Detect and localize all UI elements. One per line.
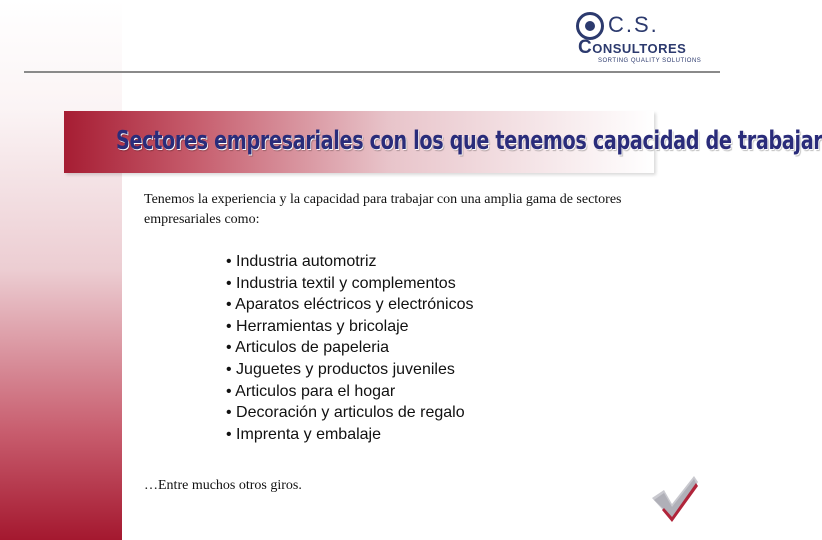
list-item: • Decoración y articulos de regalo (226, 402, 474, 424)
list-item: • Industria automotriz (226, 251, 474, 273)
header-divider (24, 71, 720, 73)
sector-list (226, 251, 474, 445)
logo-line2: Consultores (578, 37, 687, 58)
list-item: • Aparatos eléctricos y electrónicos (226, 294, 474, 316)
title-banner (64, 111, 822, 173)
company-logo (574, 8, 714, 64)
list-item: • Articulos para el hogar (226, 381, 474, 403)
intro-paragraph: Tenemos la experiencia y la capacidad para trabajar con una amplia gama de sectores empresariales como: (144, 192, 622, 227)
list-item: • Herramientas y bricolaje (226, 316, 474, 338)
list-item: • Articulos de papeleria (226, 337, 474, 359)
list-item: • Imprenta y embalaje (226, 424, 474, 446)
logo-line1: C.S. (608, 12, 659, 37)
list-item: • Juguetes y productos juveniles (226, 359, 474, 381)
side-gradient-band (0, 0, 122, 540)
closing-note: …Entre muchos otros giros. (144, 478, 302, 493)
list-item: • Industria textil y complementos (226, 273, 474, 295)
logo-circle-icon (576, 12, 604, 40)
logo-tagline: SORTING QUALITY SOLUTIONS (598, 58, 702, 64)
slide-title: Sectores empresariales con los que tenemos capacidad de trabajar (116, 126, 822, 156)
checkmark-icon (650, 470, 700, 525)
